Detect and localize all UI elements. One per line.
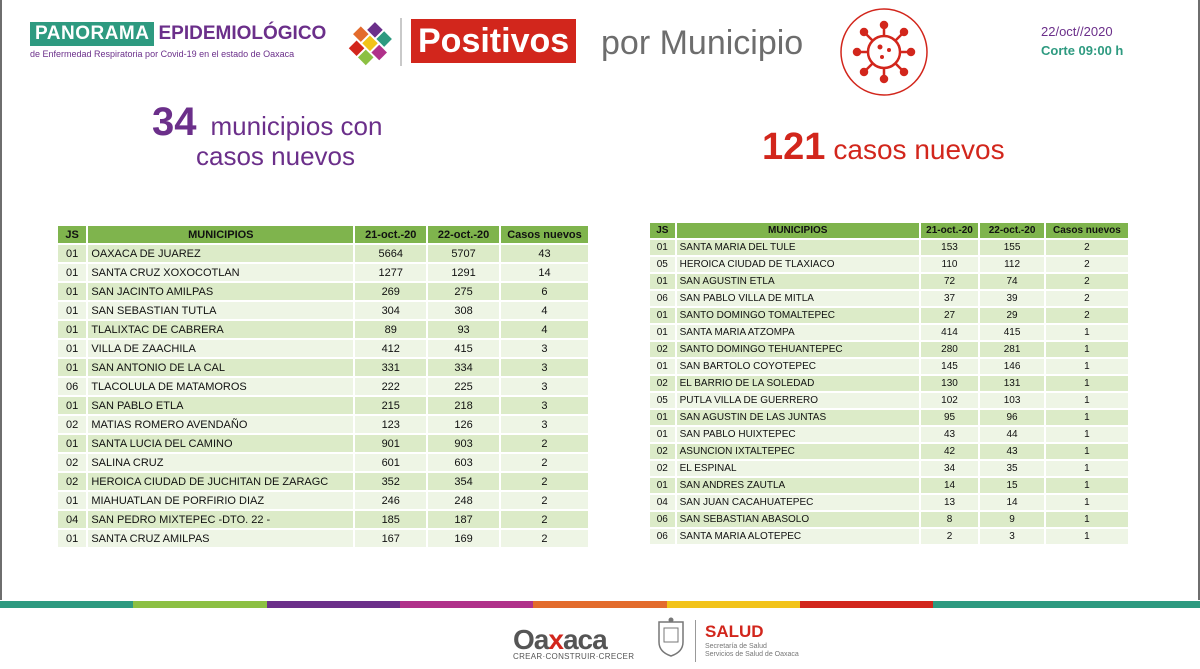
cell-21-oct: 414 [921,325,978,340]
cell-js: 06 [650,529,675,544]
cell-21-oct: 2 [921,529,978,544]
table-row [650,240,1128,255]
table-row [650,461,1128,476]
cell-21-oct: 331 [355,359,426,376]
footer-stripe-segment [133,601,267,608]
cell-21-oct: 185 [355,511,426,528]
oaxaca-word-part2: aca [562,624,607,655]
table-row [58,302,588,319]
cell-22-oct: 334 [428,359,499,376]
table-row [650,495,1128,510]
salud-sub-line1: Secretaría de Salud [705,643,767,650]
cell-21-oct: 72 [921,274,978,289]
cell-casos-nuevos: 1 [1046,410,1128,425]
cell-22-oct: 155 [980,240,1044,255]
cell-js: 01 [58,359,86,376]
cell-casos-nuevos: 3 [501,378,588,395]
cell-js: 01 [58,435,86,452]
cell-casos-nuevos: 1 [1046,512,1128,527]
cell-21-oct: 37 [921,291,978,306]
salud-sub-line2: Servicios de Salud de Oaxaca [705,651,799,658]
cell-casos-nuevos: 2 [1046,308,1128,323]
table-row [650,427,1128,442]
cell-casos-nuevos: 3 [501,416,588,433]
casos-text: casos nuevos [833,134,1005,165]
cell-js: 01 [58,302,86,319]
footer-stripe-segment [933,601,1067,608]
cell-22-oct: 146 [980,359,1044,374]
cell-municipio: SAN JUAN CACAHUATEPEC [677,495,919,510]
cell-22-oct: 14 [980,495,1044,510]
brand-subtitle: de Enfermedad Respiratoria por Covid-19 en el estado de Oaxaca [30,49,295,59]
cell-22-oct: 225 [428,378,499,395]
cell-casos-nuevos: 6 [501,283,588,300]
table-header-row [58,226,588,243]
cell-21-oct: 901 [355,435,426,452]
table-row [58,473,588,490]
cell-js: 06 [650,512,675,527]
table-row [58,264,588,281]
cell-21-oct: 95 [921,410,978,425]
cell-js: 06 [58,378,86,395]
cell-21-oct: 1277 [355,264,426,281]
cell-casos-nuevos: 1 [1046,444,1128,459]
cell-municipio: SAN JACINTO AMILPAS [88,283,353,300]
cell-21-oct: 27 [921,308,978,323]
cell-municipio: SANTO DOMINGO TEHUANTEPEC [677,342,919,357]
oaxaca-logo [513,624,634,661]
cell-js: 01 [650,274,675,289]
footer-divider [695,620,696,662]
table-row [58,511,588,528]
table-row [58,340,588,357]
cell-22-oct: 131 [980,376,1044,391]
cell-casos-nuevos: 2 [501,435,588,452]
cell-21-oct: 304 [355,302,426,319]
cell-municipio: SAN ANTONIO DE LA CAL [88,359,353,376]
cell-21-oct: 222 [355,378,426,395]
cell-21-oct: 246 [355,492,426,509]
cell-21-oct: 215 [355,397,426,414]
cell-casos-nuevos: 4 [501,302,588,319]
cell-casos-nuevos: 2 [501,473,588,490]
table-row [58,397,588,414]
cell-22-oct: 39 [980,291,1044,306]
cell-casos-nuevos: 1 [1046,325,1128,340]
cell-22-oct: 93 [428,321,499,338]
cell-casos-nuevos: 1 [1046,427,1128,442]
table-row [58,435,588,452]
cell-22-oct: 103 [980,393,1044,408]
cell-22-oct: 308 [428,302,499,319]
cell-municipio: SANTA MARIA DEL TULE [677,240,919,255]
cell-municipio: HEROICA CIUDAD DE TLAXIACO [677,257,919,272]
title-positivos: Positivos [411,19,576,63]
cell-22-oct: 218 [428,397,499,414]
cell-municipio: SAN AGUSTIN ETLA [677,274,919,289]
table-row [650,359,1128,374]
cell-casos-nuevos: 3 [501,359,588,376]
oaxaca-tagline: CREAR·CONSTRUIR·CRECER [513,652,635,661]
table-row [650,257,1128,272]
table-row [58,283,588,300]
cell-22-oct: 281 [980,342,1044,357]
cell-js: 01 [58,397,86,414]
cell-21-oct: 89 [355,321,426,338]
table-row [58,378,588,395]
cell-22-oct: 35 [980,461,1044,476]
cell-21-oct: 145 [921,359,978,374]
cell-casos-nuevos: 1 [1046,376,1128,391]
cell-21-oct: 8 [921,512,978,527]
cell-municipio: SAN PABLO VILLA DE MITLA [677,291,919,306]
cell-municipio: OAXACA DE JUAREZ [88,245,353,262]
cell-js: 02 [58,416,86,433]
cell-js: 02 [650,376,675,391]
cell-casos-nuevos: 2 [501,511,588,528]
cell-municipio: SAN SEBASTIAN TUTLA [88,302,353,319]
casos-count: 121 [762,126,826,168]
header-js: JS [58,226,86,243]
cell-js: 05 [650,257,675,272]
cell-casos-nuevos: 2 [501,492,588,509]
cell-casos-nuevos: 2 [501,454,588,471]
cell-21-oct: 34 [921,461,978,476]
cell-municipio: SAN SEBASTIAN ABASOLO [677,512,919,527]
cell-21-oct: 43 [921,427,978,442]
salud-subtitle [705,643,799,659]
cell-js: 01 [58,530,86,547]
cell-22-oct: 187 [428,511,499,528]
table-row [650,410,1128,425]
table-row [58,454,588,471]
cell-municipio: SANTA MARIA ATZOMPA [677,325,919,340]
cell-casos-nuevos: 14 [501,264,588,281]
cell-js: 01 [650,325,675,340]
cell-22-oct: 354 [428,473,499,490]
cell-js: 02 [650,444,675,459]
cell-21-oct: 5664 [355,245,426,262]
cell-21-oct: 13 [921,495,978,510]
footer-stripe-segment [267,601,401,608]
cell-js: 01 [650,410,675,425]
cell-js: 01 [58,283,86,300]
cell-21-oct: 280 [921,342,978,357]
cell-js: 01 [650,478,675,493]
cell-municipio: PUTLA VILLA DE GUERRERO [677,393,919,408]
cell-21-oct: 123 [355,416,426,433]
salud-logo-text: SALUD [705,622,764,641]
header-22-oct: 22-oct.-20 [428,226,499,243]
cell-21-oct: 110 [921,257,978,272]
cell-22-oct: 248 [428,492,499,509]
cell-22-oct: 29 [980,308,1044,323]
cell-js: 02 [650,342,675,357]
header-municipios: MUNICIPIOS [88,226,353,243]
report-date: 22/oct//2020 [1041,24,1113,39]
cell-21-oct: 153 [921,240,978,255]
panorama-logo-icon [348,22,392,66]
cell-municipio: SAN AGUSTIN DE LAS JUNTAS [677,410,919,425]
table-row [58,321,588,338]
cell-22-oct: 74 [980,274,1044,289]
cell-22-oct: 44 [980,427,1044,442]
cell-casos-nuevos: 3 [501,397,588,414]
table-row [650,342,1128,357]
header-casos-nuevos: Casos nuevos [1046,223,1128,238]
table-row [58,492,588,509]
cell-js: 01 [58,264,86,281]
cell-municipio: SANTA CRUZ XOXOCOTLAN [88,264,353,281]
cell-municipio: SANTA CRUZ AMILPAS [88,530,353,547]
cell-casos-nuevos: 1 [1046,359,1128,374]
municipios-text-line1: municipios con [210,111,383,141]
panorama-brand [30,22,326,59]
table-row [650,393,1128,408]
summary-casos [762,126,1005,169]
header-21-oct: 21-oct.-20 [355,226,426,243]
municipios-text-line2: casos nuevos [196,141,355,171]
cell-21-oct: 102 [921,393,978,408]
government-seal-icon [654,616,688,660]
cell-municipio: SAN PABLO ETLA [88,397,353,414]
cell-js: 02 [58,454,86,471]
table-row [650,291,1128,306]
header-js: JS [650,223,675,238]
cell-casos-nuevos: 3 [501,340,588,357]
cell-21-oct: 130 [921,376,978,391]
cell-22-oct: 415 [428,340,499,357]
header-municipios: MUNICIPIOS [677,223,919,238]
cell-municipio: TLACOLULA DE MATAMOROS [88,378,353,395]
brand-epidemiologico: EPIDEMIOLÓGICO [158,23,327,44]
cell-js: 01 [650,240,675,255]
brand-panorama: PANORAMA [30,22,154,46]
cell-21-oct: 42 [921,444,978,459]
report-cut-time: Corte 09:00 h [1041,43,1124,58]
cell-22-oct: 112 [980,257,1044,272]
municipios-table-left [56,224,590,549]
cell-casos-nuevos: 1 [1046,529,1128,544]
cell-js: 06 [650,291,675,306]
table-row [58,245,588,262]
footer-stripe-segment [0,601,134,608]
cell-municipio: SANTO DOMINGO TOMALTEPEC [677,308,919,323]
table-row [58,530,588,547]
cell-casos-nuevos: 2 [1046,257,1128,272]
header-casos-nuevos: Casos nuevos [501,226,588,243]
title-por-municipio: por Municipio [601,24,804,62]
table-row [650,478,1128,493]
header-21-oct: 21-oct.-20 [921,223,978,238]
cell-casos-nuevos: 43 [501,245,588,262]
cell-21-oct: 167 [355,530,426,547]
footer-stripe-segment [667,601,801,608]
footer-stripe-segment [800,601,934,608]
cell-casos-nuevos: 1 [1046,461,1128,476]
cell-js: 01 [58,492,86,509]
table-row [650,308,1128,323]
cell-22-oct: 3 [980,529,1044,544]
cell-js: 04 [650,495,675,510]
cell-casos-nuevos: 1 [1046,495,1128,510]
cell-municipio: SANTA LUCIA DEL CAMINO [88,435,353,452]
cell-js: 01 [650,359,675,374]
table-row [650,376,1128,391]
cell-22-oct: 1291 [428,264,499,281]
cell-22-oct: 903 [428,435,499,452]
coronavirus-icon [838,6,930,98]
cell-js: 05 [650,393,675,408]
cell-municipio: SAN PEDRO MIXTEPEC -DTO. 22 - [88,511,353,528]
cell-municipio: SALINA CRUZ [88,454,353,471]
table-row [650,529,1128,544]
cell-22-oct: 15 [980,478,1044,493]
cell-municipio: MIAHUATLAN DE PORFIRIO DIAZ [88,492,353,509]
cell-casos-nuevos: 1 [1046,393,1128,408]
cell-21-oct: 269 [355,283,426,300]
cell-municipio: MATIAS ROMERO AVENDAÑO [88,416,353,433]
cell-21-oct: 352 [355,473,426,490]
cell-22-oct: 96 [980,410,1044,425]
cell-municipio: TLALIXTAC DE CABRERA [88,321,353,338]
table-row [650,512,1128,527]
cell-municipio: ASUNCION IXTALTEPEC [677,444,919,459]
summary-municipios [152,100,382,172]
frame-left-border [0,0,2,600]
header-divider [400,18,402,66]
cell-22-oct: 169 [428,530,499,547]
table-header-row [650,223,1128,238]
cell-casos-nuevos: 4 [501,321,588,338]
oaxaca-word-part1: Oa [513,624,549,655]
footer-stripe-segment [400,601,534,608]
cell-22-oct: 415 [980,325,1044,340]
cell-21-oct: 14 [921,478,978,493]
cell-22-oct: 603 [428,454,499,471]
cell-municipio: HEROICA CIUDAD DE JUCHITAN DE ZARAGC [88,473,353,490]
footer-stripe-segment [533,601,667,608]
cell-22-oct: 9 [980,512,1044,527]
table-row [650,444,1128,459]
cell-js: 01 [650,308,675,323]
cell-21-oct: 601 [355,454,426,471]
municipios-table-right [648,221,1130,546]
cell-casos-nuevos: 2 [1046,274,1128,289]
table-row [58,416,588,433]
cell-municipio: VILLA DE ZAACHILA [88,340,353,357]
cell-js: 02 [58,473,86,490]
cell-js: 04 [58,511,86,528]
cell-js: 01 [650,427,675,442]
cell-js: 01 [58,245,86,262]
cell-municipio: EL ESPINAL [677,461,919,476]
cell-casos-nuevos: 1 [1046,478,1128,493]
footer-stripe-segment [1067,601,1200,608]
table-body-right [650,240,1128,544]
cell-casos-nuevos: 2 [1046,291,1128,306]
cell-casos-nuevos: 2 [1046,240,1128,255]
cell-municipio: EL BARRIO DE LA SOLEDAD [677,376,919,391]
header-22-oct: 22-oct.-20 [980,223,1044,238]
cell-municipio: SAN BARTOLO COYOTEPEC [677,359,919,374]
cell-js: 01 [58,321,86,338]
cell-municipio: SANTA MARIA ALOTEPEC [677,529,919,544]
municipios-count: 34 [152,100,197,144]
table-row [650,325,1128,340]
cell-22-oct: 43 [980,444,1044,459]
cell-js: 01 [58,340,86,357]
table-row [58,359,588,376]
cell-22-oct: 275 [428,283,499,300]
oaxaca-word-x: x [548,624,563,655]
cell-22-oct: 5707 [428,245,499,262]
cell-municipio: SAN PABLO HUIXTEPEC [677,427,919,442]
table-body-left [58,245,588,547]
cell-21-oct: 412 [355,340,426,357]
table-row [650,274,1128,289]
cell-js: 02 [650,461,675,476]
cell-municipio: SAN ANDRES ZAUTLA [677,478,919,493]
cell-casos-nuevos: 1 [1046,342,1128,357]
cell-22-oct: 126 [428,416,499,433]
cell-casos-nuevos: 2 [501,530,588,547]
